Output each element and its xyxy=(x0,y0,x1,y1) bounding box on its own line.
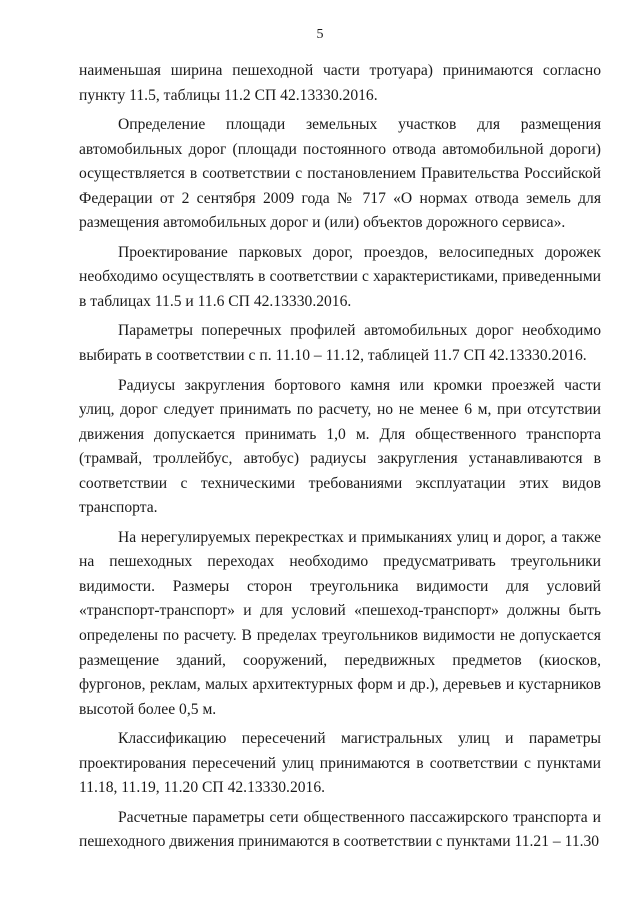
paragraph-6: На нерегулируемых перекрестках и примыканиях улиц и дорог, а также на пешеходных переходах необходимо предусматривать треугольники видимости. Размеры сторон треугольника видимости для условий «транспорт-транспорт» и для условий «пешеход-транспорт» должны быть определены по расчету. В пределах треугольников видимости не допускается размещение зданий, сооружений, передвижных предметов (киосков, фургонов, реклам, малых архитектурных форм и др.), деревьев и кустарников высотой более 0,5 м. xyxy=(79,528,601,718)
paragraph-4: Параметры поперечных профилей автомобильных дорог необходимо выбирать в соответствии с п. 11.10 – 11.12, таблицей 11.7 СП 42.13330.2016. xyxy=(79,322,601,365)
paragraph-5: Радиусы закругления бортового камня или кромки проезжей части улиц, дорог следует принимать по расчету, но не менее 6 м, при отсутствии движения допускается принимать 1,0 м. Для общественного транспорта (трамвай, троллейбус, автобус) радиусы закругления устанавливаются в соответствии с техническими требованиями эксплуатации этих видов транспорта. xyxy=(79,376,601,517)
paragraph-1: наименьшая ширина пешеходной части тротуара) принимаются согласно пункту 11.5, таблицы 11.2 СП 42.13330.2016. xyxy=(79,62,601,104)
paragraph-8: Расчетные параметры сети общественного пассажирского транспорта и пешеходного движения принимаются в соответствии с пунктами 11.21 – 11.30 xyxy=(79,808,601,851)
paragraph-2: Определение площади земельных участков для размещения автомобильных дорог (площади постоянного отвода автомобильной дороги) осуществляется в соответствии с постановлением Правительства Российской Федерации от 2 сентября 2009 года № 717 «О нормах отвода земель для размещения автомобильных дорог и (или) объектов дорожного сервиса». xyxy=(79,116,601,232)
paragraph-7: Классификацию пересечений магистральных улиц и параметры проектирования пересечений улиц принимаются в соответствии с пунктами 11.18, 11.19, 11.20 СП 42.13330.2016. xyxy=(79,730,601,797)
page-number: 5 xyxy=(316,27,324,42)
paragraph-3: Проектирование парковых дорог, проездов, велосипедных дорожек необходимо осуществлять в соответствии с характеристиками, приведенными в таблицах 11.5 и 11.6 СП 42.13330.2016. xyxy=(79,243,601,310)
document-body xyxy=(79,59,601,855)
